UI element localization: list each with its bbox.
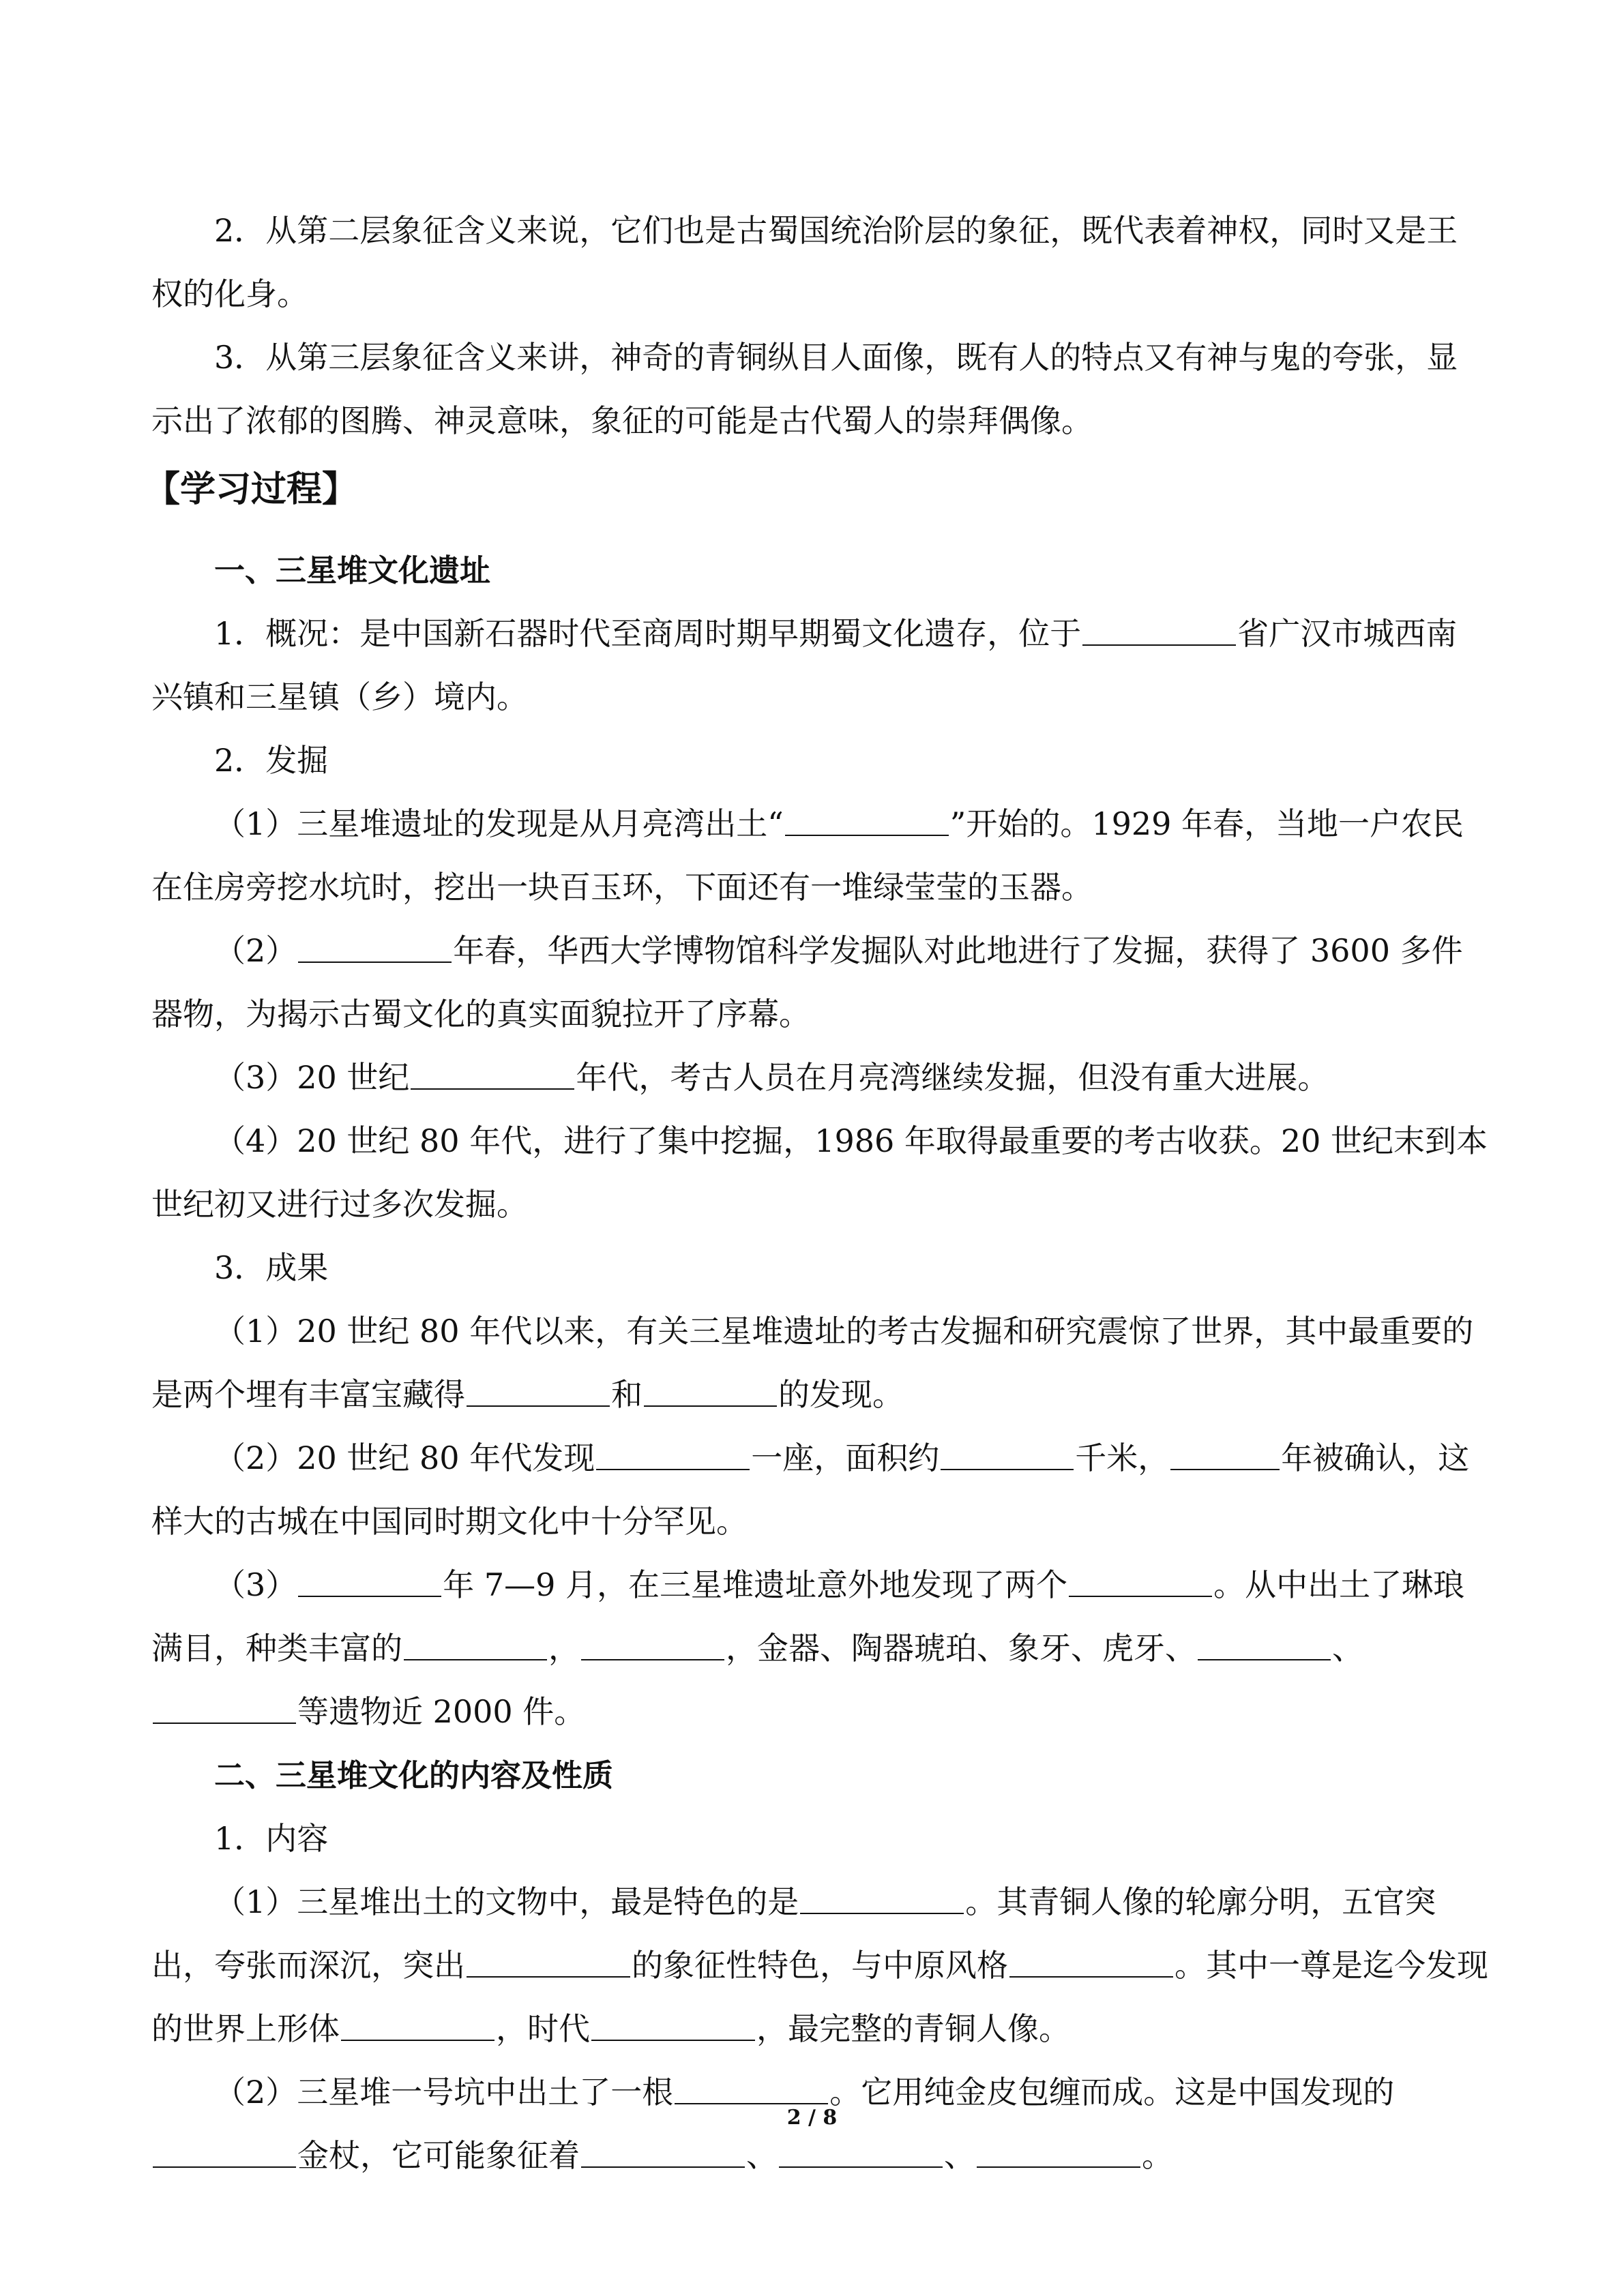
results-item-2	[151, 1427, 1488, 1553]
fill-blank[interactable]	[153, 2139, 296, 2168]
fill-blank[interactable]	[779, 2139, 943, 2168]
text-run: 1．概况：是中国新石器时代至商周时期早期蜀文化遗存，位于	[214, 615, 1082, 652]
text-run: 。从中出土了琳琅满目，种类丰富的	[151, 1566, 1465, 1667]
fill-blank[interactable]	[411, 1061, 574, 1090]
fill-blank[interactable]	[1082, 617, 1236, 646]
excavation-item-1	[151, 792, 1488, 919]
text-run: 一座，面积约	[751, 1440, 940, 1476]
fill-blank[interactable]	[941, 1442, 1074, 1470]
overview-paragraph	[151, 602, 1488, 729]
fill-blank[interactable]	[644, 1378, 777, 1407]
text-run: （2）	[214, 932, 297, 969]
fill-blank[interactable]	[341, 2012, 494, 2041]
fill-blank[interactable]	[581, 2139, 745, 2168]
fill-blank[interactable]	[1069, 1568, 1212, 1597]
heading-site: 一、三星堆文化遗址	[214, 552, 491, 588]
fill-blank[interactable]	[467, 1378, 610, 1407]
fill-blank[interactable]	[591, 2012, 755, 2041]
text-run: ，最完整的青铜人像。	[756, 2010, 1070, 2047]
content-label: 1．内容	[214, 1820, 329, 1857]
text-run: 、	[944, 2137, 975, 2174]
text-run: ，时代	[496, 2010, 590, 2047]
text-run: 年被确认，这样大的古城在中国同时期文化中十分罕见。	[151, 1440, 1470, 1540]
section-title: 【学习过程】	[145, 469, 358, 510]
excavation-item-3	[151, 1046, 1488, 1109]
fill-blank[interactable]	[581, 1632, 724, 1660]
fill-blank[interactable]	[675, 2076, 828, 2104]
fill-blank[interactable]	[800, 1885, 964, 1914]
text-run: （3）	[214, 1566, 297, 1603]
text-run: （1）三星堆出土的文物中，最是特色的是	[214, 1883, 799, 1920]
text-run: 和	[611, 1376, 643, 1413]
page-content	[145, 199, 1488, 2188]
fill-blank[interactable]	[153, 1695, 296, 1724]
excavation-item-4: （4）20 世纪 80 年代，进行了集中挖掘，1986 年取得最重要的考古收获。20 世纪末到本世纪初又进行过多次发掘。	[151, 1122, 1488, 1223]
text-run: 年代，考古人员在月亮湾继续发掘，但没有重大进展。	[576, 1059, 1329, 1096]
text-run: 年 7—9 月，在三星堆遗址意外地发现了两个	[443, 1566, 1068, 1603]
excavation-item-2	[151, 919, 1488, 1046]
heading-content-nature: 二、三星堆文化的内容及性质	[214, 1757, 614, 1793]
text-run: （3）20 世纪	[214, 1059, 410, 1096]
text-run: （1）三星堆遗址的发现是从月亮湾出土“	[214, 805, 784, 842]
fill-blank[interactable]	[1009, 1949, 1173, 1978]
text-run: 金杖，它可能象征着	[297, 2137, 580, 2174]
text-run: ，	[548, 1630, 580, 1667]
fill-blank[interactable]	[467, 1949, 630, 1978]
text-run: 省广汉市城西南兴镇和三星镇（乡）境内。	[151, 615, 1458, 715]
content-item-1	[151, 1870, 1488, 2061]
fill-blank[interactable]	[596, 1442, 750, 1470]
fill-blank[interactable]	[977, 2139, 1140, 2168]
text-run: （2）三星堆一号坑中出土了一根	[214, 2074, 674, 2111]
fill-blank[interactable]	[298, 934, 452, 963]
intro-paragraph-2: 2．从第二层象征含义来说，它们也是古蜀国统治阶层的象征，既代表着神权，同时又是王权的化身。	[151, 212, 1458, 312]
fill-blank[interactable]	[1198, 1632, 1331, 1660]
text-run: 等遗物近 2000 件。	[297, 1693, 586, 1730]
text-run: 的发现。	[778, 1376, 904, 1413]
text-run: 、	[746, 2137, 778, 2174]
intro-paragraph-3: 3．从第三层象征含义来讲，神奇的青铜纵目人面像，既有人的特点又有神与鬼的夸张，显示出了浓郁的图腾、神灵意味，象征的可能是古代蜀人的崇拜偶像。	[151, 339, 1458, 439]
fill-blank[interactable]	[785, 807, 949, 836]
fill-blank[interactable]	[1170, 1442, 1280, 1470]
text-run: 。其青铜人像的轮廓分明，五官突出，夸张而深沉，突出	[151, 1883, 1436, 1984]
text-run: （1）20 世纪 80 年代以来，有关三星堆遗址的考古发掘和研究震惊了世界，其中最重要的是两个埋有丰富宝藏得	[151, 1313, 1474, 1413]
text-run: ”开始的。1929 年春，当地一户农民在住房旁挖水坑时，挖出一块百玉环，下面还有一堆绿莹莹的玉器。	[151, 805, 1464, 906]
fill-blank[interactable]	[298, 1568, 441, 1597]
text-run: 年春，华西大学博物馆科学发掘队对此地进行了发掘，获得了 3600 多件器物，为揭示古蜀文化的真实面貌拉开了序幕。	[151, 932, 1463, 1032]
text-run: （2）20 世纪 80 年代发现	[214, 1440, 595, 1476]
text-run: 、	[1332, 1630, 1363, 1667]
text-run: 。它用纯金皮包缠而成。这是中国发现的	[829, 2074, 1395, 2111]
page-number: 2 / 8	[786, 2106, 838, 2130]
text-run: 千米，	[1075, 1440, 1170, 1476]
results-label: 3．成果	[214, 1249, 329, 1286]
results-item-1	[151, 1300, 1488, 1427]
text-run: ，金器、陶器琥珀、象牙、虎牙、	[726, 1630, 1196, 1667]
fill-blank[interactable]	[404, 1632, 547, 1660]
text-run: 的象征性特色，与中原风格	[632, 1947, 1008, 1984]
excavation-label: 2．发掘	[214, 742, 329, 779]
text-run: 。	[1142, 2137, 1173, 2174]
results-item-3	[151, 1553, 1488, 1744]
text-run: 。其中一尊是迄今发现的世界上形体	[151, 1947, 1488, 2047]
